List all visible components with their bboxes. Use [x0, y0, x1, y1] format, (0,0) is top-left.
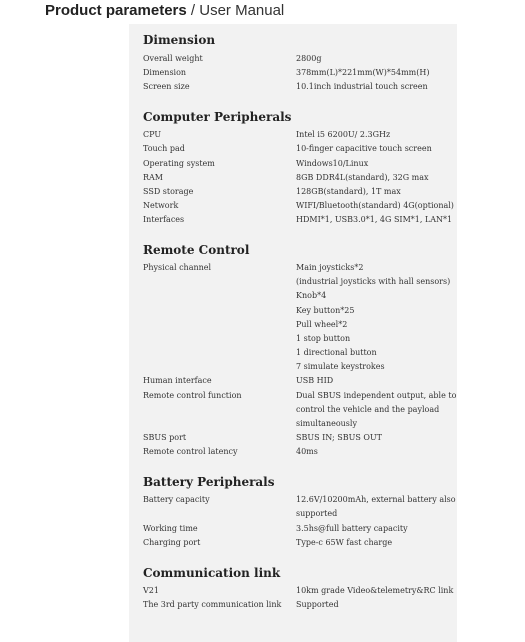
- param-value: Dual SBUS independent output, able to: [296, 391, 457, 400]
- section-title: Remote Control: [143, 243, 250, 257]
- param-value: Knob*4: [296, 291, 327, 301]
- param-label: CPU: [143, 130, 162, 139]
- param-label: Network: [143, 201, 179, 210]
- param-label: Human interface: [143, 376, 212, 385]
- param-value: 8GB DDR4L(standard), 32G max: [296, 173, 429, 182]
- section-title: Communication link: [143, 566, 281, 580]
- title-subtitle: User Manual: [199, 2, 285, 19]
- param-label: V21: [143, 586, 159, 595]
- param-value: Type-c 65W fast charge: [296, 538, 393, 547]
- param-value: 7 simulate keystrokes: [296, 362, 385, 372]
- page-header: [0, 0, 525, 24]
- param-value: HDMI*1, USB3.0*1, 4G SIM*1, LAN*1: [296, 215, 453, 224]
- param-value: SBUS IN; SBUS OUT: [296, 433, 382, 442]
- param-value: 2800g: [296, 54, 322, 63]
- param-label: Screen size: [143, 82, 190, 91]
- param-value: Key button*25: [296, 305, 355, 315]
- param-value: 1 directional button: [296, 348, 377, 358]
- param-label: Touch pad: [143, 144, 185, 153]
- param-value: 128GB(standard), 1T max: [296, 187, 401, 196]
- param-value: 10km grade Video&telemetry&RC link: [296, 586, 454, 595]
- param-value: Main joysticks*2: [296, 263, 364, 272]
- section-title: Computer Peripherals: [143, 110, 292, 124]
- param-label: Battery capacity: [143, 495, 210, 504]
- param-value: control the vehicle and the payload: [296, 405, 440, 415]
- param-value: Windows10/Linux: [296, 159, 369, 168]
- section-title: Battery Peripherals: [143, 475, 275, 489]
- param-value: 3.5hs@full battery capacity: [296, 524, 408, 533]
- param-value: 10.1inch industrial touch screen: [296, 82, 428, 91]
- param-value: 10-finger capacitive touch screen: [296, 144, 432, 153]
- param-label: Physical channel: [143, 263, 212, 272]
- param-label: Remote control function: [143, 391, 242, 400]
- param-value: WIFI/Bluetooth(standard) 4G(optional): [296, 201, 454, 210]
- section-title: Dimension: [143, 33, 216, 47]
- param-label: Dimension: [143, 68, 187, 77]
- page-title: [45, 0, 284, 22]
- param-label: Operating system: [143, 159, 215, 168]
- param-value: 40ms: [296, 447, 318, 456]
- param-value: USB HID: [296, 376, 334, 385]
- param-label: Interfaces: [143, 215, 185, 224]
- param-value: 12.6V/10200mAh, external battery also: [296, 495, 456, 504]
- param-label: RAM: [143, 173, 163, 182]
- param-label: SBUS port: [143, 433, 187, 442]
- param-value: (industrial joysticks with hall sensors): [296, 277, 451, 287]
- title-text: Product parameters: [45, 2, 187, 19]
- param-value: 378mm(L)*221mm(W)*54mm(H): [296, 68, 430, 77]
- param-value: simultaneously: [296, 419, 357, 429]
- param-label: The 3rd party communication link: [143, 600, 282, 609]
- param-label: Charging port: [143, 538, 201, 547]
- param-label: SSD storage: [143, 187, 194, 196]
- param-label: Working time: [143, 524, 198, 533]
- param-value: supported: [296, 509, 338, 519]
- param-value: Pull wheel*2: [296, 319, 348, 329]
- param-value: Supported: [296, 600, 339, 609]
- title-separator: /: [190, 2, 196, 19]
- param-value: Intel i5 6200U/ 2.3GHz: [296, 130, 391, 139]
- param-label: Remote control latency: [143, 447, 238, 456]
- param-label: Overall weight: [143, 54, 203, 63]
- param-value: 1 stop button: [296, 334, 351, 343]
